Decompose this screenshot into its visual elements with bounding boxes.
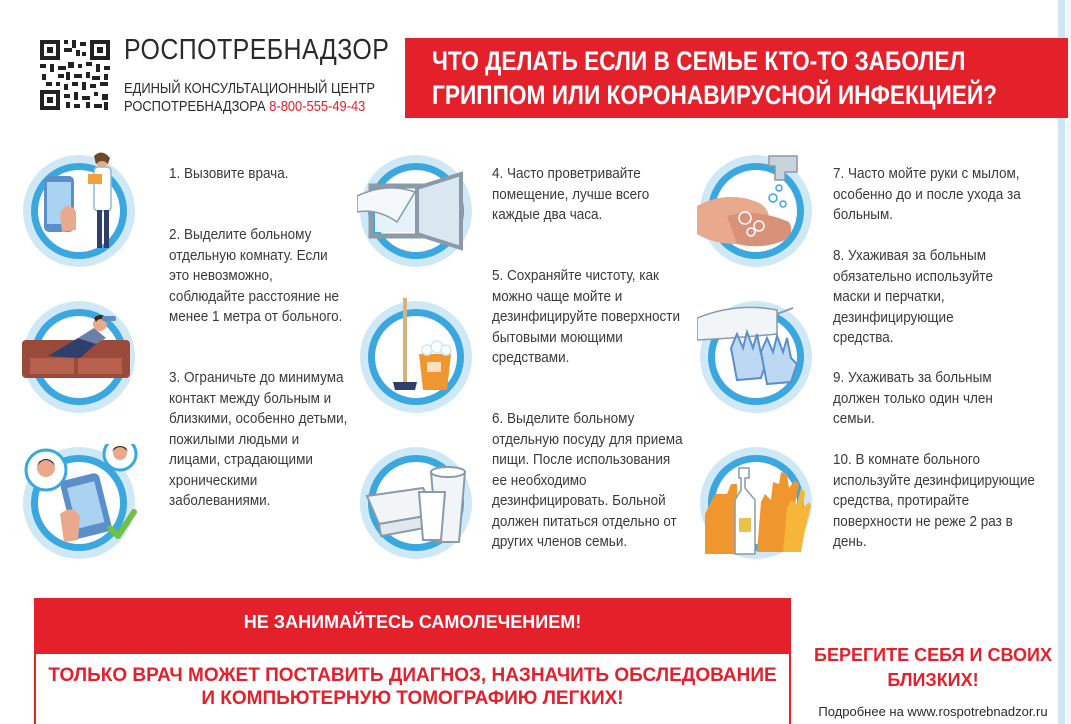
step-10-text: 10. В комнате больного используйте дезинфицирующие средства, протирайте поверхности не реже 2 раз в день. [833, 451, 1035, 550]
step-2-text: 2. Выделите больному отдельную комнату. Если это невозможно, соблюдайте расстояние не менее 1 метра от больного. [169, 226, 343, 325]
consult-center-line2 [124, 98, 365, 115]
consult-center-line1: ЕДИНЫЙ КОНСУЛЬТАЦИОННЫЙ ЦЕНТР [124, 80, 375, 97]
care-line1: БЕРЕГИТЕ СЕБЯ И СВОИХ [814, 645, 1052, 665]
dishes-icon [357, 444, 475, 562]
hotline-phone: 8-800-555-49-43 [269, 98, 366, 115]
mop-bucket-icon [357, 298, 475, 416]
title-line2: ГРИППОМ ИЛИ КОРОНАВИРУСНОЙ ИНФЕКЦИЕЙ? [432, 80, 998, 110]
step-8-text: 8. Ухаживая за больным обязательно используйте маски и перчатки, дезинфицирующие средства. [833, 247, 993, 346]
step-4-text: 4. Часто проветривайте помещение, лучше всего каждые два часа. [492, 165, 650, 223]
step-1-text: 1. Вызовите врача. [169, 165, 289, 182]
video-call-icon [20, 444, 138, 562]
step-7-text: 7. Часто мойте руки с мылом, особенно до и после ухода за больным. [833, 165, 1021, 223]
no-self-treatment-text: НЕ ЗАНИМАЙТЕСЬ САМОЛЕЧЕНИЕМ! [243, 612, 582, 632]
diagnosis-line2: И КОМПЬЮТЕРНУЮ ТОМОГРАФИЮ ЛЕГКИХ! [201, 688, 624, 709]
diagnosis-line1: ТОЛЬКО ВРАЧ МОЖЕТ ПОСТАВИТЬ ДИАГНОЗ, НАЗНАЧИТЬ ОБСЛЕДОВАНИЕ [48, 665, 777, 686]
care-line2: БЛИЗКИХ! [887, 670, 979, 690]
resting-patient-icon [20, 298, 138, 416]
step-9-text: 9. Ухаживать за больным должен только один член семьи. [833, 369, 993, 427]
step-5-text: 5. Сохраняйте чистоту, как можно чаще мойте и дезинфицируйте поверхности бытовыми моющими средствами. [492, 267, 681, 366]
more-info-link[interactable]: Подробнее на www.rospotrebnadzor.ru [818, 704, 1048, 719]
open-window-icon [357, 152, 475, 270]
org-name: РОСПОТРЕБНАДЗОР [124, 34, 390, 66]
mask-gloves-icon [697, 298, 815, 416]
disinfectant-icon [697, 444, 815, 562]
title-line1: ЧТО ДЕЛАТЬ ЕСЛИ В СЕМЬЕ КТО-ТО ЗАБОЛЕЛ [432, 46, 966, 76]
qr-code-icon [38, 38, 112, 112]
doctor-phone-icon [20, 152, 138, 270]
consult-center-name: РОСПОТРЕБНАДЗОРА [124, 98, 266, 115]
step-3-text: 3. Ограничьте до минимума контакт между больным и близкими, особенно детьми, пожилыми людьми и лицами, страдающими хроническими заболеваниями. [169, 369, 348, 509]
step-6-text: 6. Выделите больному отдельную посуду для приема пищи. После использования ее необходимо дезинфицировать. Больной должен питаться отдельно от других членов семьи. [492, 410, 683, 550]
hand-washing-icon [697, 152, 815, 270]
